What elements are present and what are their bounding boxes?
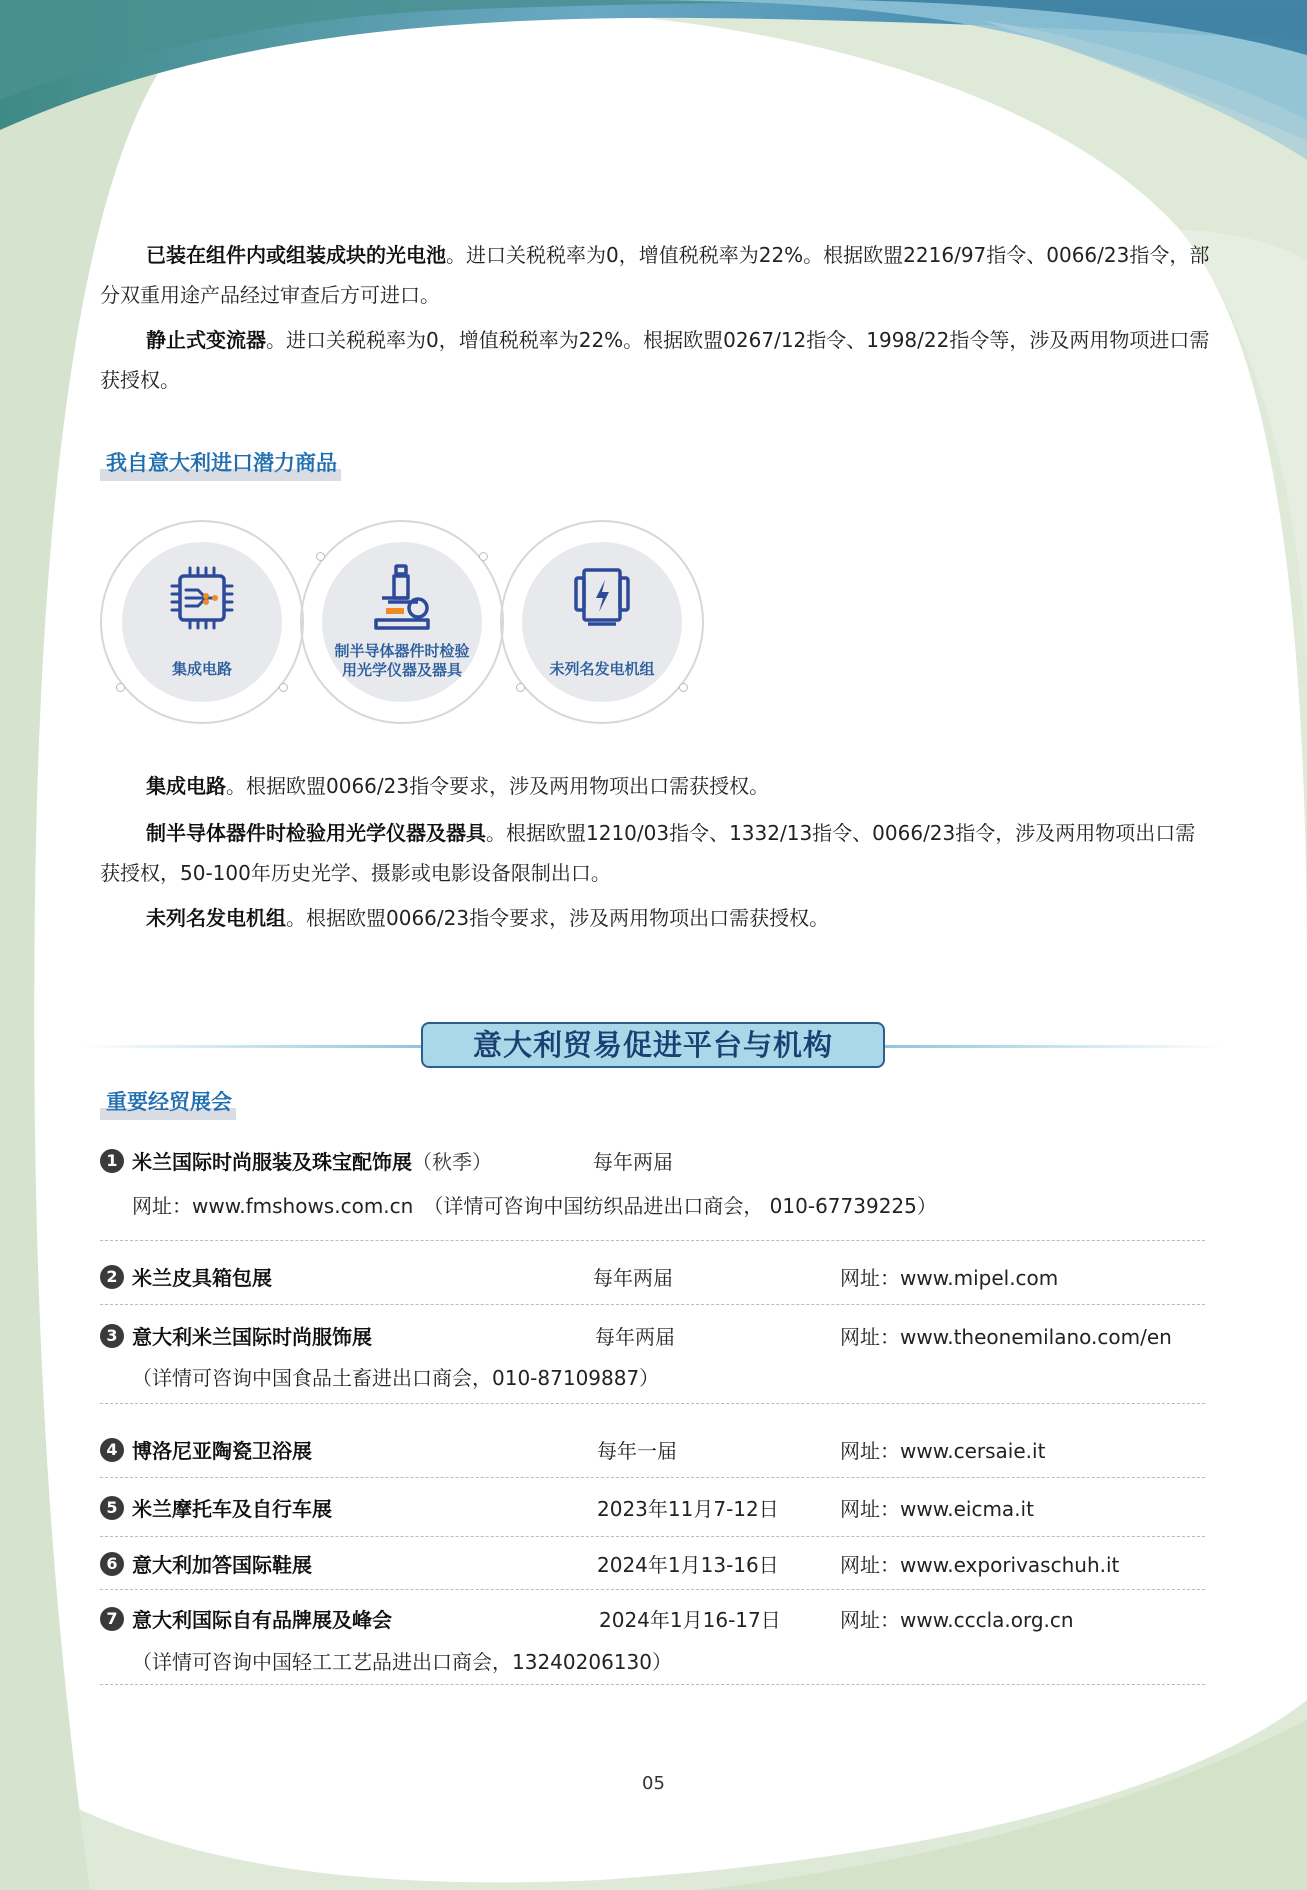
- paragraph-generator: 未列名发电机组。根据欧盟0066/23指令要求，涉及两用物项出口需获授权。: [146, 906, 830, 930]
- fair-number: 5: [100, 1496, 124, 1520]
- product-label-chip: 集成电路: [171, 660, 232, 678]
- section-title-fairs: 重要经贸展会: [100, 1084, 236, 1120]
- paragraph-ic: 集成电路。根据欧盟0066/23指令要求，涉及两用物项出口需获授权。: [146, 774, 770, 798]
- fair-frequency: 2023年11月7-12日: [597, 1497, 779, 1521]
- row-divider: [100, 1304, 1205, 1305]
- fair-website[interactable]: 网址：www.cersaie.it: [840, 1439, 1046, 1463]
- row-divider: [100, 1403, 1205, 1404]
- fair-sub-7: （详情可咨询中国轻工工艺品进出口商会，13240206130）: [132, 1650, 672, 1674]
- row-divider: [100, 1477, 1205, 1478]
- product-disc: [122, 542, 282, 702]
- row-divider: [100, 1684, 1205, 1685]
- fair-name: 博洛尼亚陶瓷卫浴展: [132, 1439, 312, 1463]
- fair-number: 6: [100, 1552, 124, 1576]
- fair-website[interactable]: 网址：www.theonemilano.com/en: [840, 1325, 1172, 1349]
- fair-row-3: [100, 1321, 1205, 1350]
- fair-row-2: [100, 1262, 1205, 1291]
- fair-website[interactable]: 网址：www.eicma.it: [840, 1497, 1034, 1521]
- product-label-microscope: 制半导体器件时检验用光学仪器及器具: [334, 642, 470, 679]
- chip-icon: [168, 564, 236, 632]
- fair-row-1: [100, 1146, 1205, 1175]
- fair-frequency: 每年一届: [597, 1439, 677, 1463]
- fair-name: 意大利加答国际鞋展: [132, 1553, 312, 1577]
- page-number: 05: [642, 1773, 665, 1794]
- fair-frequency: 2024年1月13-16日: [597, 1553, 779, 1577]
- product-disc: [522, 542, 682, 702]
- fair-number: 3: [100, 1324, 124, 1348]
- fair-frequency: 每年两届: [593, 1266, 673, 1290]
- fair-number: 2: [100, 1265, 124, 1289]
- fair-website[interactable]: 网址：www.cccla.org.cn: [840, 1608, 1074, 1632]
- paragraph-inverter: 静止式变流器。进口关税税率为0，增值税税率为22%。根据欧盟0267/12指令、1998/22指令等，涉及两用物项进口需获授权。: [100, 328, 1210, 392]
- row-divider: [100, 1589, 1205, 1590]
- product-disc: [322, 542, 482, 702]
- row-divider: [100, 1240, 1205, 1241]
- fair-name: 意大利国际自有品牌展及峰会: [132, 1608, 392, 1632]
- banner-line-right: [884, 1045, 1224, 1048]
- fair-number: 7: [100, 1607, 124, 1631]
- banner-line-left: [80, 1045, 422, 1048]
- paragraph-optical: 制半导体器件时检验用光学仪器及器具。根据欧盟1210/03指令、1332/13指令、0066/23指令，涉及两用物项出口需获授权，50-100年历史光学、摄影或电影设备限制出口。: [100, 821, 1196, 885]
- banner-title: 意大利贸易促进平台与机构: [421, 1022, 885, 1068]
- fair-name: 米兰皮具箱包展: [132, 1266, 272, 1290]
- fair-number: 1: [100, 1149, 124, 1173]
- fair-frequency: 2024年1月16-17日: [599, 1608, 781, 1632]
- product-ring-microscope: [300, 520, 504, 724]
- fair-website[interactable]: 网址：www.mipel.com: [840, 1266, 1059, 1290]
- fair-row-6: [100, 1549, 1205, 1578]
- fair-name: 米兰国际时尚服装及珠宝配饰展: [132, 1150, 412, 1174]
- fair-sub-3: （详情可咨询中国食品土畜进出口商会，010-87109887）: [132, 1366, 660, 1390]
- product-label-generator: 未列名发电机组: [549, 660, 655, 678]
- fair-number: 4: [100, 1438, 124, 1462]
- generator-icon: [568, 564, 636, 632]
- section-title-import: 我自意大利进口潜力商品: [100, 445, 341, 481]
- fair-sub-1: 网址：www.fmshows.com.cn （详情可咨询中国纺织品进出口商会， 010-67739225）: [132, 1194, 937, 1218]
- product-ring-generator: [500, 520, 704, 724]
- row-divider: [100, 1536, 1205, 1537]
- fair-name: 米兰摩托车及自行车展: [132, 1497, 332, 1521]
- fair-frequency: 每年两届: [593, 1150, 673, 1174]
- fair-frequency: 每年两届: [595, 1325, 675, 1349]
- product-ring-chip: [100, 520, 304, 724]
- fair-website[interactable]: 网址：www.exporivaschuh.it: [840, 1553, 1120, 1577]
- fair-suffix: （秋季）: [412, 1150, 492, 1174]
- fair-name: 意大利米兰国际时尚服饰展: [132, 1325, 372, 1349]
- microscope-icon: [368, 564, 436, 632]
- fair-row-4: [100, 1435, 1205, 1464]
- fair-row-5: [100, 1493, 1205, 1522]
- fair-row-7: [100, 1604, 1205, 1633]
- paragraph-photovoltaic: 已装在组件内或组装成块的光电池。进口关税税率为0，增值税税率为22%。根据欧盟2216/97指令、0066/23指令，部分双重用途产品经过审查后方可进口。: [100, 243, 1210, 307]
